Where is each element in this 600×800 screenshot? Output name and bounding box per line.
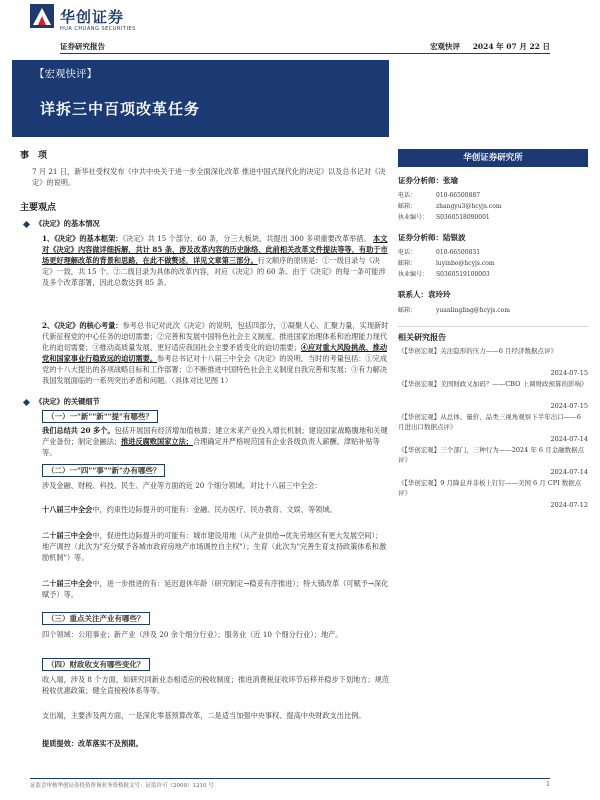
- q2-bullet-1: 十八届三中全会中，约束性边际提升的可能有：金融、民办医疗、民办教育、文娱、等领域。: [42, 505, 337, 514]
- risk-note: 提质提效：改革落实不及预期。: [42, 739, 143, 748]
- analyst-2-email[interactable]: 邮箱： luyinbo@hcyjs.com: [398, 260, 495, 267]
- q2-bullet-3: 二十届三中全会中，进一步推进的有：延迟退休年龄（研究制定→稳妥有序推进）；特大镇改革（可赋予→深化赋予）等。: [42, 579, 389, 599]
- report-type: 证券研究报告: [60, 42, 105, 51]
- s1-paragraph-1: 1、《决定》的基本框架：《决定》共 15 个部分、60 条，分三大板块，共提出 300 多项重要改革举措。 本文对《决定》内容做详细拆解，共计 85 条，涉及改革内容的历史脉络、此前相关改革文件提法等等，有助于市场更好理解改革的背景和思路，在此不做赘述，详见文章第三部分。行文顺序的原则是：①一级目录与《决定》一致，共 15 个。②二级目录为具体的改革内容，对应《决定》的 60 条。由于《决定》的每一条可能涉及多个改革部署，因此总数达到 85 条。: [42, 234, 388, 287]
- footer-divider: [30, 778, 550, 779]
- footer-disclaimer: 证监会审核华创证券投资咨询业务资格批文号：证监许可（2009）1210 号: [30, 783, 214, 789]
- analyst-2-cert: 执业编号： S0360519100003: [398, 271, 490, 278]
- related-report[interactable]: 《【华创宏观】9 月降息并非板上钉钉——美国 6 月 CPI 数据点评》: [398, 479, 582, 497]
- research-institute: 华创证券研究所: [398, 149, 588, 167]
- related-report[interactable]: 《【华创宏观】从总体、量价、品类三视角观察下半年出口——6 月进出口数据点评》: [398, 413, 581, 431]
- contact-person: 联系人：袁玲玲: [398, 290, 451, 299]
- q2-bullet-2: 二十届三中全会中，促进性边际提升的可能有：城市建设用地（从产业供给→优先劳地区有更大发展空间）；地产调控（此次为"充分赋予各城市政府房地产市场调控自主权"）；生育（此次为"完善生育支持政策体系和激励机制"）等。: [42, 531, 387, 562]
- report-category: 宏观快评: [430, 42, 461, 51]
- analyst-1-cert: 执业编号： S0360518090001: [398, 214, 490, 221]
- sidebar-divider: [398, 326, 588, 327]
- analyst-1-email[interactable]: 邮箱： zhangyu3@hcyjs.com: [398, 203, 502, 210]
- q1-heading: （一）一"新""新""提"有哪些？: [42, 410, 419, 423]
- logo-english-name: HUA CHUANG SECURITIES: [60, 26, 136, 32]
- banner-tag: 【宏观快评】: [34, 68, 97, 80]
- analyst-2-tel: 电话： 010-66500831: [398, 249, 481, 256]
- s1-paragraph-2: 2、《决定》的核心考量：参考总书记对此次《决定》的说明，包括四部分，①凝聚人心、汇聚力量，实现新时代新征程党的中心任务的迫切需要；②完善和发展中国特色社会主义制度、推进国家治理体系和治理能力现代化的迫切需要；③推动高质量发展、更好适应我国社会主要矛盾变化的迫切需要；④应对重大风险挑战、推动党和国家事业行稳致远的迫切需要。参考总书记对十八届三中全会《决定》的说明，当时的考量包括：①完成党的十八大提出的各项战略目标和工作部署；②不断推进中国特色社会主义制度自我完善和发展；③有力解决我国发展面临的一系列突出矛盾和问题。（具体对比见图 1）: [42, 321, 389, 385]
- contact-email[interactable]: 邮箱： yuanlingling@hcyjs.com: [398, 307, 510, 314]
- q4-text-expense: 支出端，主要涉及两方面，一是深化零基预算改革，二是适当加强中央事权、提高中央财政支出比例。: [42, 711, 366, 720]
- section1-title: 《决定》的基本情况: [20, 218, 397, 229]
- q2-text: 涉及金融、财税、科技、民生、产业等方面的近 20 个细分领域。对比十八届三中全会：: [42, 481, 322, 490]
- q4-text-income: 收入端，涉及 8 个方面，如研究同新业态相适应的税收制度；推进消费税征收环节后移并稳步下划地方；规范税收优惠政策；健全直接税体系等等。: [42, 675, 389, 695]
- analyst-2: 证券分析师：陆银波: [398, 233, 466, 242]
- q4-heading: （四）财政收支有哪些变化？: [42, 658, 419, 671]
- page-title: 详拆三中百项改革任务: [40, 100, 201, 118]
- related-report[interactable]: 《【华创宏观】美国财政又加码？——CBO 上调财政预算的影响》: [398, 380, 588, 388]
- related-report-date: 2024-07-15: [550, 402, 588, 410]
- analyst-1-tel: 电话： 010-66500887: [398, 192, 481, 199]
- report-date: 2024 年 07 月 22 日: [472, 42, 550, 51]
- diamond-bullet-icon: [23, 220, 30, 227]
- q1-text: 我们总结共 20 多个。包括开展国有经济增加值核算；建立未来产业投入增长机制；建设国家战略腹地和关键产业备份；制定金融法；推进反腐败国家立法；合理确定并严格规范国有企业各级负责人薪酬、津贴补贴等等。: [42, 426, 388, 457]
- company-logo: [30, 4, 142, 38]
- event-text: 7 月 21 日，新华社受权发布《中共中央关于进一步全面深化改革 推进中国式现代化的决定》以及总书记对《决定》的说明。: [32, 167, 386, 187]
- logo-chinese-name: 华创证券: [60, 8, 125, 26]
- header-divider: [60, 53, 550, 54]
- related-reports-heading: 相关研究报告: [398, 332, 446, 342]
- title-banner: [12, 60, 389, 137]
- event-heading: 事 项: [20, 151, 48, 161]
- analyst-1: 证券分析师：张瑜: [398, 176, 458, 185]
- related-report-date: 2024-07-14: [550, 435, 588, 443]
- q2-heading: （二）一"四""事""新"办有哪些？: [42, 464, 419, 477]
- main-points-heading: 主要观点: [20, 203, 57, 213]
- page-number: 1: [546, 781, 550, 788]
- logo-mark-icon: [30, 4, 54, 28]
- related-report-date: 2024-07-14: [550, 468, 588, 476]
- diamond-bullet-icon: [23, 398, 30, 405]
- header-meta: [420, 41, 550, 52]
- related-report[interactable]: 《【华创宏观】关注隐形的压力——6 月经济数据点评》: [398, 347, 557, 355]
- related-report-date: 2024-07-12: [550, 501, 588, 509]
- related-report[interactable]: 《【华创宏观】三个部门，三种行为——2024 年 6 月金融数据点评》: [398, 446, 585, 464]
- related-report-date: 2024-07-15: [550, 369, 588, 377]
- q3-text: 四个领域：公用事业；新产业（涉及 20 余个细分行业）；服务业（近 10 个细分行业）；地产。: [42, 630, 343, 639]
- q3-heading: （三）重点关注产业有哪些？: [42, 612, 419, 625]
- section2-title: 《决定》的关键细节: [20, 396, 397, 407]
